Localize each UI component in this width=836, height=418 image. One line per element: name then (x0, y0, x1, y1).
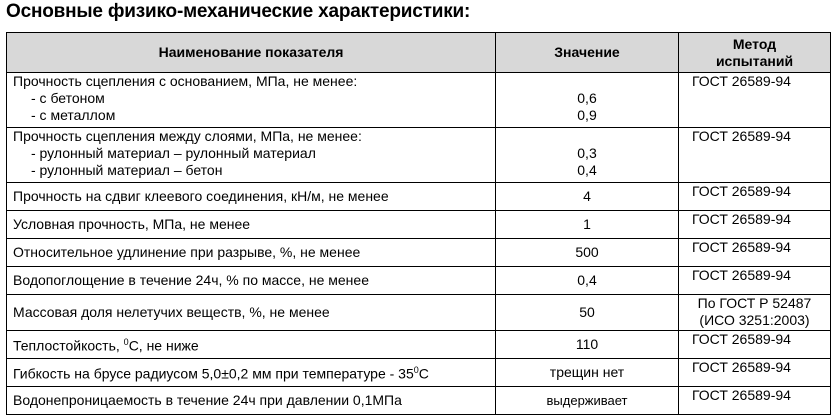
sub-label: - рулонный материал – бетон (31, 162, 223, 178)
row-title: Прочность сцепления с основанием, МПа, не менее: (13, 73, 358, 89)
header-method-line2: испытаний (715, 52, 794, 69)
cell-name: Массовая доля нелетучих веществ, %, не менее (7, 295, 496, 331)
sub-label: - с металлом (31, 107, 116, 123)
table-row (7, 239, 831, 267)
cell-value: трещин нет (496, 359, 679, 387)
cell-value (496, 73, 679, 128)
sub-value: 0,9 (577, 107, 597, 123)
cell-name: Водонепроницаемость в течение 24ч при давлении 0,1МПа (7, 387, 496, 415)
cell-name (7, 331, 496, 359)
cell-method: ГОСТ 26589-94 (679, 239, 831, 267)
table-row (7, 295, 831, 331)
row-title: Прочность сцепления между слоями, МПа, не менее: (13, 128, 362, 144)
table-row (7, 73, 831, 128)
cell-method: ГОСТ 26589-94 (679, 128, 831, 183)
cell-method: ГОСТ 26589-94 (679, 387, 831, 415)
name-text-post: С (418, 365, 429, 382)
cell-name (7, 73, 496, 128)
cell-value: 0,4 (496, 267, 679, 295)
cell-value: 50 (496, 295, 679, 331)
method-line2: (ИСО 3251:2003) (699, 312, 810, 328)
header-name: Наименование показателя (7, 33, 496, 73)
cell-value: выдерживает (496, 387, 679, 415)
table-row (7, 128, 831, 183)
cell-method: ГОСТ 26589-94 (679, 331, 831, 359)
table-row (7, 387, 831, 415)
characteristics-table (6, 32, 831, 415)
cell-name: Условная прочность, МПа, не менее (7, 211, 496, 239)
method-line1: По ГОСТ Р 52487 (697, 295, 812, 311)
sub-value: 0,3 (577, 145, 597, 161)
table-row (7, 331, 831, 359)
page-title: Основные физико-механические характеристики: (6, 1, 471, 22)
cell-value: 4 (496, 183, 679, 211)
sub-value: 0,4 (577, 162, 597, 178)
cell-name (7, 128, 496, 183)
name-text-post: С, не ниже (128, 337, 199, 354)
cell-method: ГОСТ 26589-94 (679, 73, 831, 128)
cell-name: Водопоглощение в течение 24ч, % по массе, не менее (7, 267, 496, 295)
sub-value: 0,6 (577, 90, 597, 106)
cell-value: 1 (496, 211, 679, 239)
cell-method: ГОСТ 26589-94 (679, 359, 831, 387)
table-row (7, 183, 831, 211)
table-row (7, 211, 831, 239)
header-value: Значение (496, 33, 679, 73)
header-method-line1: Метод (732, 35, 777, 52)
sub-label: - рулонный материал – рулонный материал (31, 145, 316, 161)
cell-value: 500 (496, 239, 679, 267)
name-text: Гибкость на брусе радиусом 5,0±0,2 мм при температуре - 35 (13, 365, 414, 382)
degree-sup: 0 (123, 337, 129, 348)
degree-sup: 0 (413, 365, 419, 376)
table-header-row (7, 33, 831, 73)
sub-label: - с бетоном (31, 90, 105, 106)
cell-value: 110 (496, 331, 679, 359)
cell-name (7, 359, 496, 387)
cell-value (496, 128, 679, 183)
cell-method: ГОСТ 26589-94 (679, 183, 831, 211)
table-row (7, 359, 831, 387)
cell-method: ГОСТ 26589-94 (679, 267, 831, 295)
name-text: Теплостойкость, (13, 337, 124, 354)
cell-method: ГОСТ 26589-94 (679, 211, 831, 239)
table-row (7, 267, 831, 295)
header-method (679, 33, 831, 73)
cell-method (679, 295, 831, 331)
cell-name: Прочность на сдвиг клеевого соединения, кН/м, не менее (7, 183, 496, 211)
cell-name: Относительное удлинение при разрыве, %, не менее (7, 239, 496, 267)
